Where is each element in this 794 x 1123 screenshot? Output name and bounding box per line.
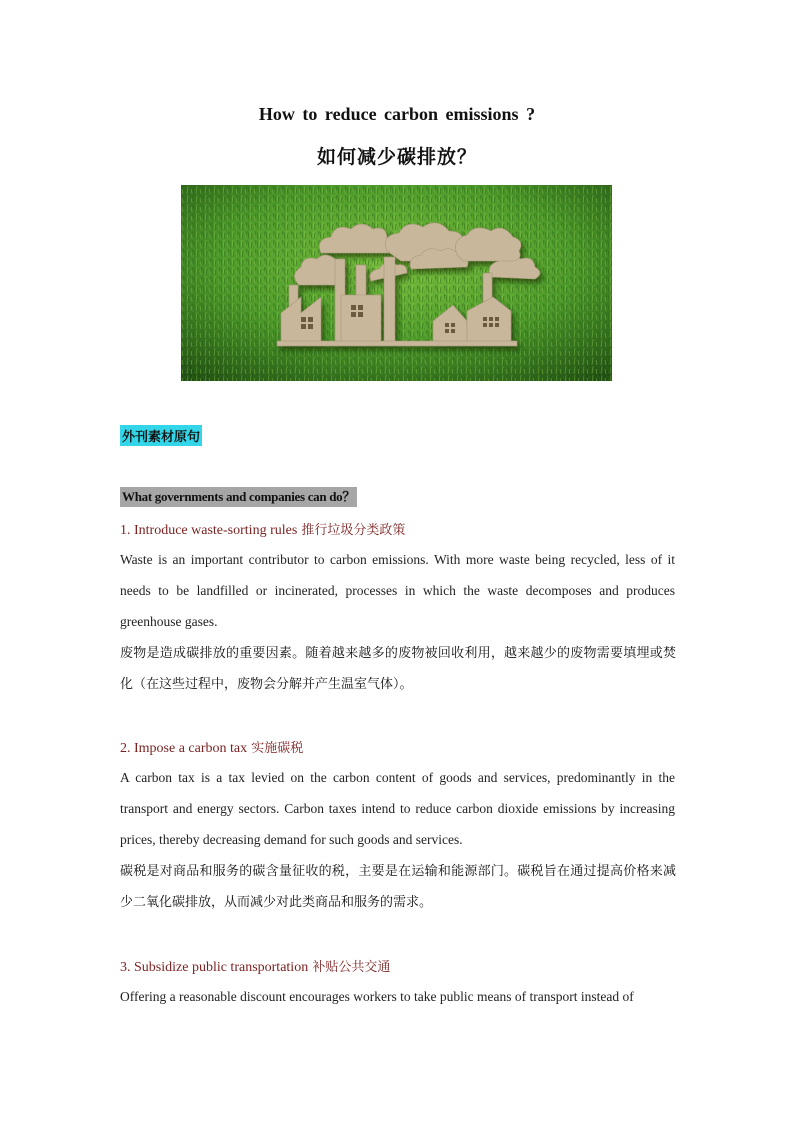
item-body-3-en: Offering a reasonable discount encourages workers to take public means of transport instead of [120, 989, 634, 1004]
item-title-1 [120, 519, 405, 539]
item-title-1-en: 1. Introduce waste-sorting rules [120, 523, 298, 538]
hero-image-factory-grass [181, 185, 612, 381]
item-body-1-zh: 废物是造成碳排放的重要因素。随着越来越多的废物被回收利用，越来越少的废物需要填埋或焚化（在这些过程中，废物会分解并产生温室气体）。 [120, 646, 676, 692]
item-body-2-zh: 碳税是对商品和服务的碳含量征收的税，主要是在运输和能源部门。碳税旨在通过提高价格来减少二氧化碳排放，从而减少对此类商品和服务的需求。 [120, 864, 676, 910]
item-title-3-zh: 补贴公共交通 [308, 960, 391, 975]
source-tag: 外刊素材原句 [120, 425, 202, 446]
item-title-2-zh: 实施碳税 [247, 741, 304, 756]
document-title-zh: 如何减少碳排放？ [316, 146, 477, 168]
item-title-1-zh: 推行垃圾分类政策 [297, 523, 406, 538]
item-title-2 [120, 737, 303, 757]
item-body-2-en: A carbon tax is a tax levied on the carbon content of goods and services, predominantly in the transport and energy sectors. Carbon taxes intend to reduce carbon dioxide emissions by increasing prices, thereby decreasing demand for such goods and services. [120, 770, 675, 847]
item-body-1-en: Waste is an important contributor to carbon emissions. With more waste being recycled, less of it needs to be landfilled or incinerated, processes in which the waste decomposes and produces greenhouse gases. [120, 552, 675, 629]
item-title-3-en: 3. Subsidize public transportation [120, 960, 309, 975]
document-title-en: How to reduce carbon emissions ? [258, 104, 536, 124]
item-title-3 [120, 956, 390, 976]
item-title-2-en: 2. Impose a carbon tax [120, 741, 248, 756]
section-heading: What governments and companies can do？ [120, 487, 357, 507]
